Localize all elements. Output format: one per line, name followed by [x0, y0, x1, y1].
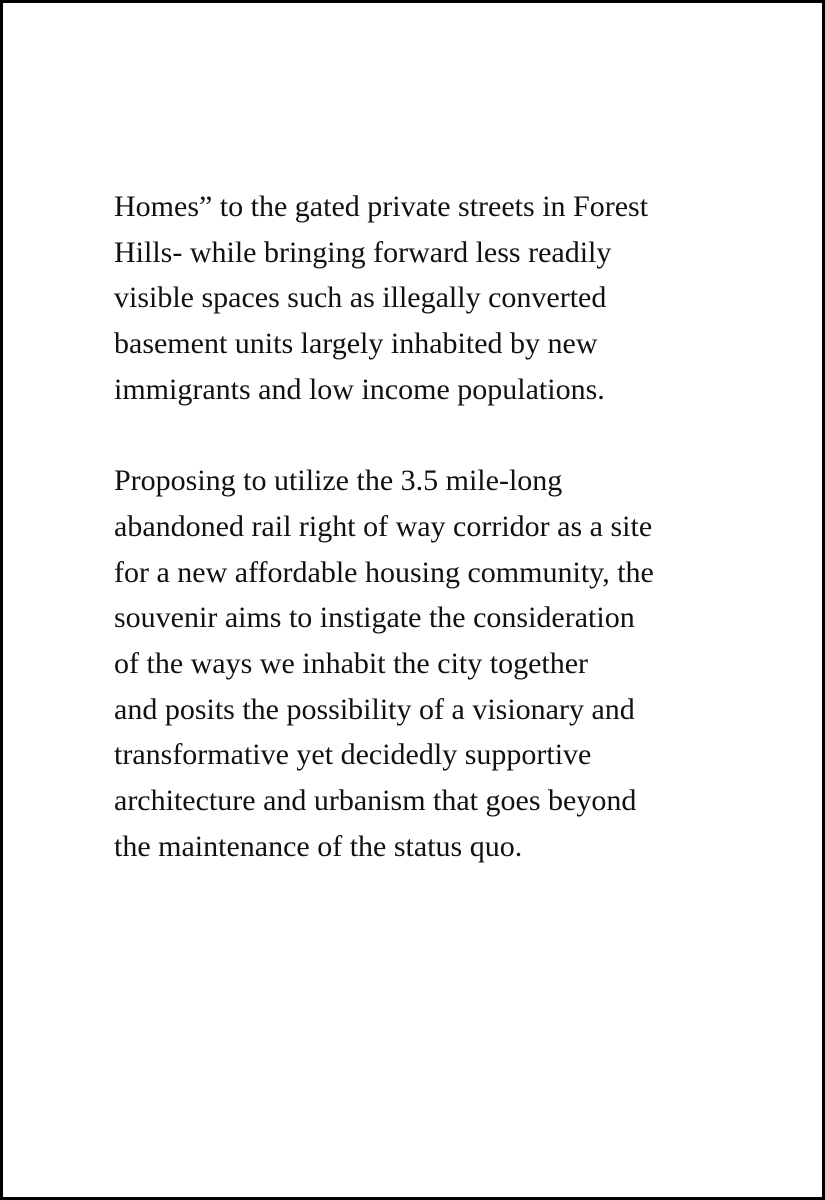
paragraph-2 — [114, 458, 754, 869]
paragraph-spacer — [114, 413, 754, 459]
text-line: transformative yet decidedly supportive — [114, 738, 592, 772]
text-line: basement units largely inhabited by new — [114, 327, 598, 361]
text-line: immigrants and low income populations. — [114, 372, 605, 406]
text-line: souvenir aims to instigate the consideration — [114, 601, 635, 635]
text-line: Hills- while bringing forward less readily — [114, 235, 612, 269]
body-text — [114, 184, 754, 870]
text-line: architecture and urbanism that goes beyond — [114, 784, 637, 818]
paragraph-1 — [114, 184, 754, 413]
text-line: Homes” to the gated private streets in Forest — [114, 190, 649, 223]
text-line: of the ways we inhabit the city together — [114, 647, 589, 681]
text-line: visible spaces such as illegally converted — [114, 281, 607, 315]
text-line: Proposing to utilize the 3.5 mile-long — [114, 464, 563, 498]
text-line: and posits the possibility of a visionary and — [114, 692, 635, 726]
text-line: abandoned rail right of way corridor as a site — [114, 509, 653, 543]
text-line: for a new affordable housing community, the — [114, 555, 654, 589]
text-line: the maintenance of the status quo. — [114, 829, 523, 863]
